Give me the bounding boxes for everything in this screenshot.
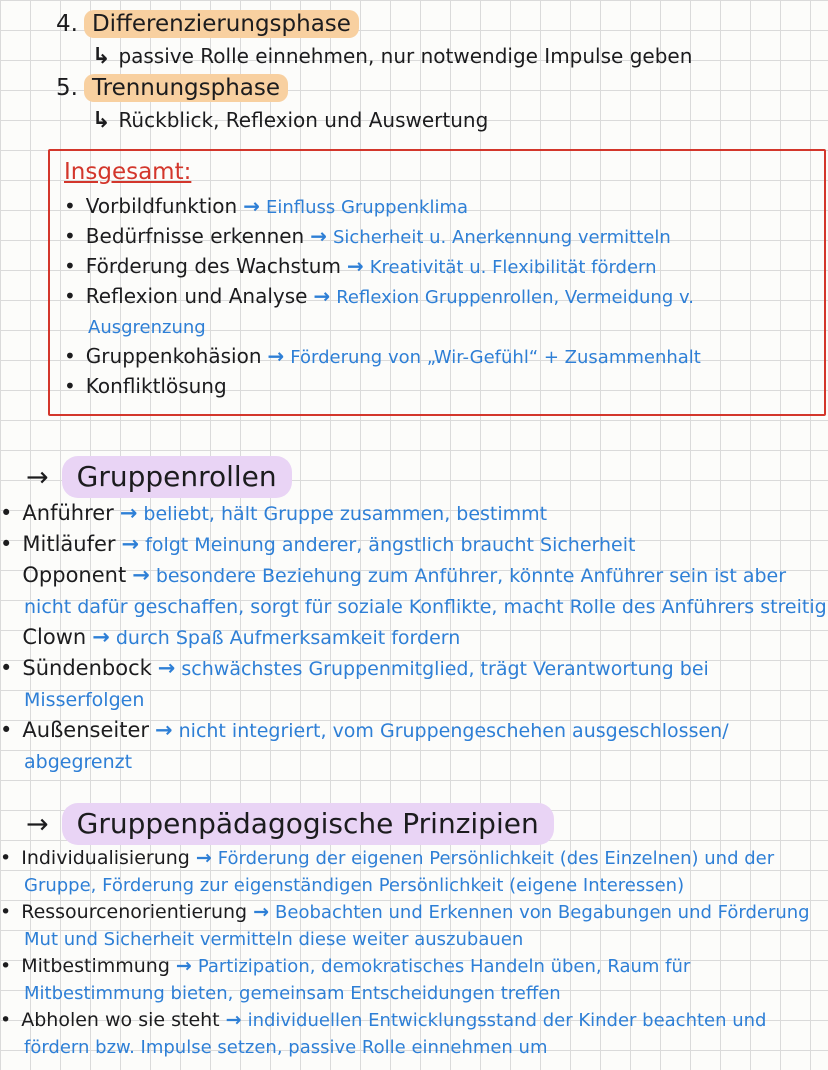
desc-text: durch Spaß Aufmerksamkeit fordern — [115, 627, 461, 649]
term-text: Clown — [22, 625, 87, 649]
arrow-right-icon: → — [132, 563, 150, 587]
role-item — [0, 529, 828, 560]
phase-title-line — [56, 8, 828, 41]
bullet-dot: • — [64, 224, 76, 248]
desc-text: Reflexion Gruppenrollen, Vermeidung v. Ausgrenzung — [88, 287, 694, 338]
desc-text: Förderung der eigenen Persönlichkeit (des Einzelnen) und der Gruppe, Förderung zur eigenständigen Persönlichkeit (eigene Interessen) — [24, 848, 775, 896]
bullet-dot: • — [64, 254, 76, 278]
term-text: Abholen wo sie steht — [21, 1009, 220, 1031]
bullet-dot: • — [64, 284, 76, 308]
summary-item — [64, 252, 816, 282]
desc-text: nicht integriert, vom Gruppengeschehen ausgeschlossen/ abgegrenzt — [24, 720, 729, 773]
arrow-right-icon: → — [121, 532, 140, 556]
role-item — [0, 560, 828, 622]
summary-item — [64, 372, 816, 400]
arrow-right-icon: → — [346, 254, 364, 278]
term-text: Gruppenkohäsion — [85, 344, 262, 368]
desc-text: Förderung von „Wir-Gefühl“ + Zusammenhalt — [290, 347, 701, 368]
bullet-dot: • — [0, 901, 12, 923]
principle-item — [0, 845, 828, 899]
role-item — [0, 653, 828, 715]
bullet-dot: • — [0, 718, 13, 742]
phase-title-highlighted: Trennungsphase — [84, 74, 288, 102]
section-title-highlighted: Gruppenrollen — [62, 456, 292, 498]
branch-arrow-icon: ↳ — [92, 108, 111, 133]
bullet-dot: • — [0, 656, 13, 680]
bullet-dot: • — [64, 344, 76, 368]
term-text: Anführer — [22, 501, 114, 525]
phase-note-text: Rückblick, Reflexion und Auswertung — [118, 108, 489, 132]
arrow-right-icon: → — [310, 224, 327, 248]
roles-list — [0, 498, 828, 777]
desc-text: besondere Beziehung zum Anführer, könnte Anführer sein ist aber nicht dafür geschaffen, sorgt für soziale Konflikte, macht Rolle des Anführers streitig — [24, 565, 827, 618]
term-text: Mitläufer — [22, 532, 116, 556]
summary-item — [64, 282, 816, 342]
term-text: Ressourcenorientierung — [21, 901, 248, 923]
summary-item — [64, 192, 816, 222]
term-text: Vorbildfunktion — [85, 194, 238, 218]
desc-text: Kreativität u. Flexibilität fördern — [369, 257, 657, 278]
term-text: Bedürfnisse erkennen — [85, 224, 305, 248]
phase-title-highlighted: Differenzierungsphase — [84, 10, 359, 38]
desc-text: individuellen Entwicklungsstand der Kinder beachten und fördern bzw. Impulse setzen, passive Rolle einnehmen um — [24, 1010, 767, 1058]
arrow-right-icon: → — [253, 901, 270, 923]
arrow-right-icon: → — [175, 955, 192, 977]
bullet-dot: • — [0, 1009, 12, 1031]
summary-box-title: Insgesamt: — [64, 159, 192, 185]
principles-list — [0, 845, 828, 1061]
phase-note-line — [92, 105, 828, 136]
phase-number: 4. — [56, 11, 78, 37]
sections-container — [0, 456, 828, 1061]
arrow-right-icon: → — [267, 344, 285, 368]
term-text: Sündenbock — [22, 656, 152, 680]
role-item — [0, 498, 828, 529]
principle-item — [0, 899, 828, 953]
term-text: Konfliktlösung — [85, 374, 227, 398]
section-heading-1 — [26, 456, 828, 498]
section-title-highlighted: Gruppenpädagogische Prinzipien — [62, 803, 554, 845]
desc-text: Partizipation, demokratisches Handeln üben, Raum für Mitbestimmung bieten, gemeinsam Entscheidungen treffen — [24, 956, 691, 1004]
summary-item — [64, 342, 816, 372]
bullet-dot: • — [64, 374, 76, 398]
role-item — [0, 715, 828, 777]
role-item — [0, 622, 828, 653]
bullet-dot: • — [0, 955, 12, 977]
term-text: Mitbestimmung — [21, 955, 170, 977]
arrow-right-icon: → — [195, 847, 212, 869]
term-text: Individualisierung — [21, 847, 190, 869]
term-text: Reflexion und Analyse — [85, 284, 308, 308]
bullet-dot: • — [64, 194, 76, 218]
arrow-right-icon: → — [225, 1009, 242, 1031]
term-text: Opponent — [22, 563, 127, 587]
bullet-dot: • — [0, 501, 13, 525]
principle-item — [0, 953, 828, 1007]
desc-text: schwächstes Gruppenmitglied, trägt Verantwortung bei Misserfolgen — [24, 658, 709, 711]
section-arrow-icon: → — [26, 808, 49, 840]
phase-note-line — [92, 41, 828, 72]
term-text: Förderung des Wachstum — [85, 254, 341, 278]
bullet-dot: • — [0, 532, 13, 556]
arrow-right-icon: → — [157, 656, 176, 680]
branch-arrow-icon: ↳ — [92, 44, 111, 69]
arrow-right-icon: → — [119, 501, 138, 525]
arrow-right-icon: → — [92, 625, 110, 649]
section-heading-2 — [26, 803, 828, 845]
summary-item — [64, 222, 816, 252]
arrow-right-icon: → — [155, 718, 173, 742]
desc-text: folgt Meinung anderer, ängstlich braucht Sicherheit — [145, 534, 636, 556]
section-arrow-icon: → — [26, 461, 49, 493]
summary-items — [64, 192, 816, 400]
principle-item — [0, 1007, 828, 1061]
desc-text: Beobachten und Erkennen von Begabungen und Förderung Mut und Sicherheit vermitteln diese weiter auszubauen — [24, 902, 810, 950]
term-text: Außenseiter — [22, 718, 150, 742]
desc-text: beliebt, hält Gruppe zusammen, bestimmt — [143, 503, 548, 525]
arrow-right-icon: → — [243, 194, 260, 218]
phase-title-line — [56, 72, 828, 105]
phase-note-text: passive Rolle einnehmen, nur notwendige Impulse geben — [118, 44, 693, 68]
phase-number: 5. — [56, 75, 78, 101]
desc-text: Einfluss Gruppenklima — [265, 197, 469, 218]
phases-list — [56, 0, 828, 136]
desc-text: Sicherheit u. Anerkennung vermitteln — [333, 227, 671, 248]
bullet-dot: • — [0, 847, 12, 869]
arrow-right-icon: → — [313, 284, 331, 308]
summary-box — [48, 149, 826, 416]
